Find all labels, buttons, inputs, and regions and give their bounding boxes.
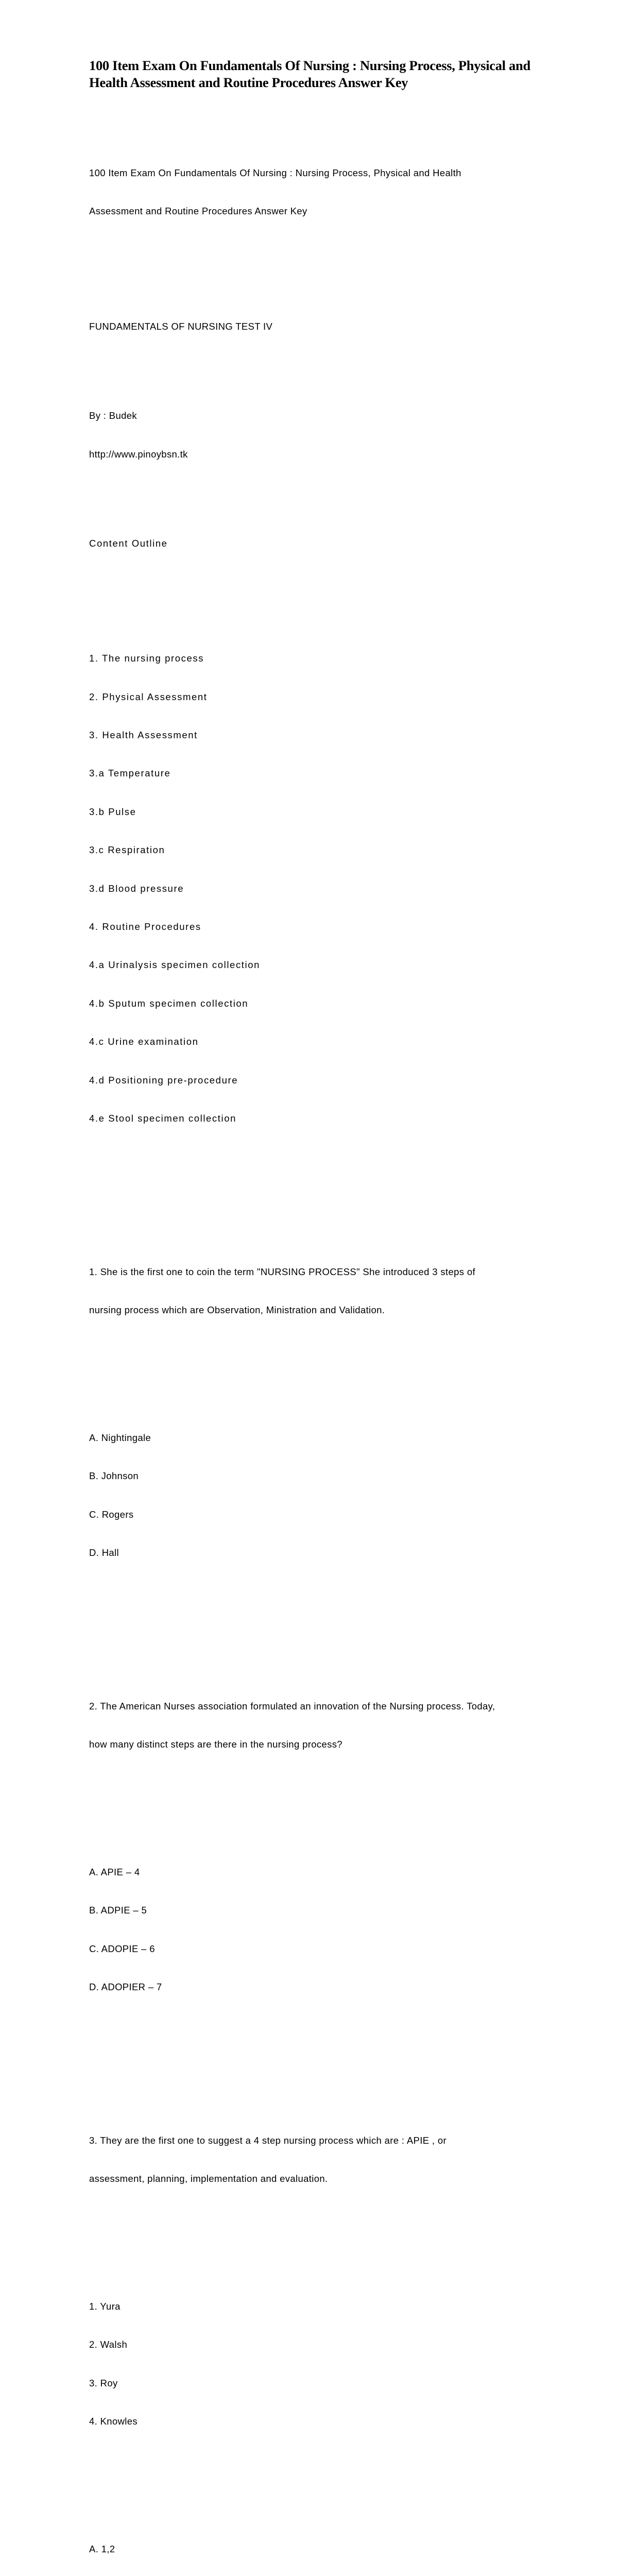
website-link[interactable]: http://www.pinoybsn.tk bbox=[89, 448, 188, 460]
outline-item: 3.b Pulse bbox=[89, 806, 136, 817]
answer-option: A. 1,2 bbox=[89, 2544, 115, 2555]
outline-item: 4.c Urine examination bbox=[89, 1036, 199, 1047]
question-2-line-2: how many distinct steps are there in the nursing process? bbox=[89, 1739, 342, 1750]
question-3-line-1: 3. They are the first one to suggest a 4 step nursing process which are : APIE , or bbox=[89, 2134, 447, 2146]
question-3-line-2: assessment, planning, implementation and evaluation. bbox=[89, 2173, 328, 2184]
question-2-options bbox=[89, 1840, 577, 2019]
answer-option: B. ADPIE – 5 bbox=[89, 1905, 147, 1916]
outline-item: 3.c Respiration bbox=[89, 844, 165, 856]
question-3-items bbox=[89, 2275, 577, 2453]
question-1-line-1: 1. She is the first one to coin the term "NURSING PROCESS" She introduced 3 steps of bbox=[89, 1266, 475, 1277]
question-3-stem bbox=[89, 2109, 577, 2211]
document-body bbox=[89, 103, 577, 2576]
document-title bbox=[89, 57, 577, 91]
intro-line-2: Assessment and Routine Procedures Answer Key bbox=[89, 206, 307, 217]
outline-item: 4.e Stool specimen collection bbox=[89, 1112, 237, 1124]
answer-option: D. Hall bbox=[89, 1547, 119, 1558]
question-1-line-2: nursing process which are Observation, Ministration and Validation. bbox=[89, 1304, 385, 1315]
intro-paragraph bbox=[89, 141, 577, 243]
question-1-options bbox=[89, 1406, 577, 1585]
intro-line-1: 100 Item Exam On Fundamentals Of Nursing : Nursing Process, Physical and Health bbox=[89, 167, 461, 178]
outline-item: 2. Physical Assessment bbox=[89, 691, 208, 702]
outline-item: 3.a Temperature bbox=[89, 768, 171, 779]
answer-option: B. Johnson bbox=[89, 1470, 139, 1482]
outline-item: 3. Health Assessment bbox=[89, 730, 198, 741]
title-line-2: Health Assessment and Routine Procedures Answer Key bbox=[89, 75, 408, 90]
question-3-options bbox=[89, 2518, 577, 2576]
title-line-1: 100 Item Exam On Fundamentals Of Nursing : Nursing Process, Physical and bbox=[89, 58, 530, 73]
answer-option: C. ADOPIE – 6 bbox=[89, 1943, 155, 1954]
answer-option: A. APIE – 4 bbox=[89, 1866, 140, 1877]
answer-option: C. Rogers bbox=[89, 1509, 134, 1520]
outline-item: 4.d Positioning pre-procedure bbox=[89, 1074, 238, 1086]
question-2-stem bbox=[89, 1674, 577, 1776]
question-2-line-1: 2. The American Nurses association formulated an innovation of the Nursing process. Today, bbox=[89, 1700, 495, 1711]
question-1-stem bbox=[89, 1240, 577, 1342]
numbered-item: 4. Knowles bbox=[89, 2416, 138, 2427]
answer-option: D. ADOPIER – 7 bbox=[89, 1981, 162, 1993]
outline-item: 3.d Blood pressure bbox=[89, 883, 184, 894]
answer-option: A. Nightingale bbox=[89, 1432, 151, 1443]
numbered-item: 1. Yura bbox=[89, 2301, 121, 2312]
outline-heading: Content Outline bbox=[89, 538, 168, 549]
outline-item: 1. The nursing process bbox=[89, 653, 204, 664]
outline-item: 4.a Urinalysis specimen collection bbox=[89, 959, 261, 971]
content-outline-list bbox=[89, 627, 577, 1151]
numbered-item: 3. Roy bbox=[89, 2377, 118, 2388]
test-heading: FUNDAMENTALS OF NURSING TEST IV bbox=[89, 320, 273, 332]
outline-item: 4. Routine Procedures bbox=[89, 921, 201, 932]
outline-item: 4.b Sputum specimen collection bbox=[89, 997, 249, 1009]
author-line: By : Budek bbox=[89, 410, 137, 421]
numbered-item: 2. Walsh bbox=[89, 2339, 128, 2350]
